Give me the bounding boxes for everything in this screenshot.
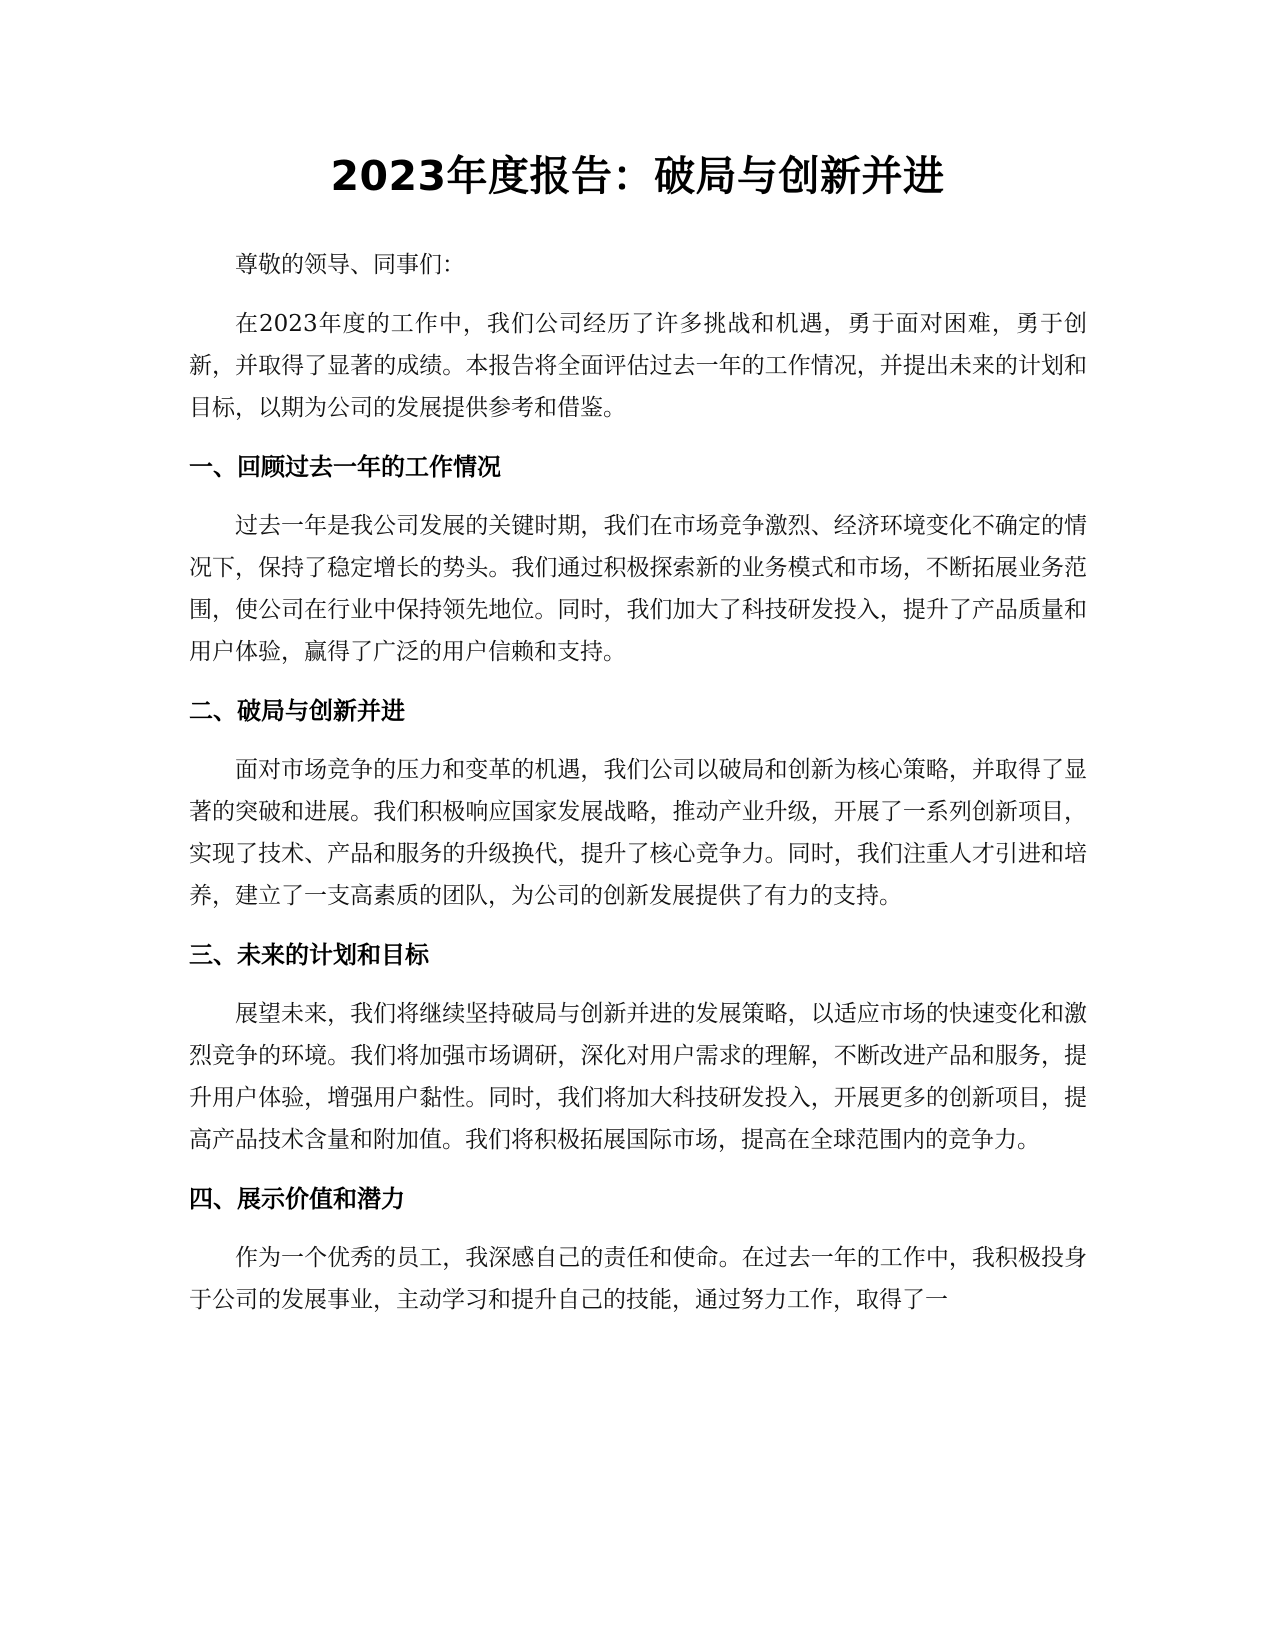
document-body bbox=[189, 244, 1087, 1338]
section-heading-review: 一、回顾过去一年的工作情况 bbox=[189, 453, 501, 481]
section-heading-future-plans: 三、未来的计划和目标 bbox=[189, 941, 429, 969]
section-body-innovation: 面对市场竞争的压力和变革的机遇，我们公司以破局和创新为核心策略，并取得了显著的突破和进展。我们积极响应国家发展战略，推动产业升级，开展了一系列创新项目，实现了技术、产品和服务的升级换代，提升了核心竞争力。同时，我们注重人才引进和培养，建立了一支高素质的团队，为公司的创新发展提供了有力的支持。 bbox=[189, 757, 1087, 909]
section-body-review: 过去一年是我公司发展的关键时期，我们在市场竞争激烈、经济环境变化不确定的情况下，保持了稳定增长的势头。我们通过积极探索新的业务模式和市场，不断拓展业务范围，使公司在行业中保持领先地位。同时，我们加大了科技研发投入，提升了产品质量和用户体验，赢得了广泛的用户信赖和支持。 bbox=[189, 513, 1087, 665]
intro-paragraph: 在2023年度的工作中，我们公司经历了许多挑战和机遇，勇于面对困难，勇于创新，并取得了显著的成绩。本报告将全面评估过去一年的工作情况，并提出未来的计划和目标，以期为公司的发展提供参考和借鉴。 bbox=[189, 311, 1087, 421]
section-heading-innovation: 二、破局与创新并进 bbox=[189, 697, 405, 725]
section-body-value-potential: 作为一个优秀的员工，我深感自己的责任和使命。在过去一年的工作中，我积极投身于公司的发展事业，主动学习和提升自己的技能，通过努力工作，取得了一 bbox=[189, 1245, 1087, 1313]
section-heading-value-potential: 四、展示价值和潜力 bbox=[189, 1185, 405, 1213]
section-body-future-plans: 展望未来，我们将继续坚持破局与创新并进的发展策略，以适应市场的快速变化和激烈竞争的环境。我们将加强市场调研，深化对用户需求的理解，不断改进产品和服务，提升用户体验，增强用户黏性。同时，我们将加大科技研发投入，开展更多的创新项目，提高产品技术含量和附加值。我们将积极拓展国际市场，提高在全球范围内的竞争力。 bbox=[189, 1001, 1087, 1153]
salutation: 尊敬的领导、同事们： bbox=[235, 252, 465, 278]
document-title: 2023年度报告：破局与创新并进 bbox=[330, 152, 945, 200]
